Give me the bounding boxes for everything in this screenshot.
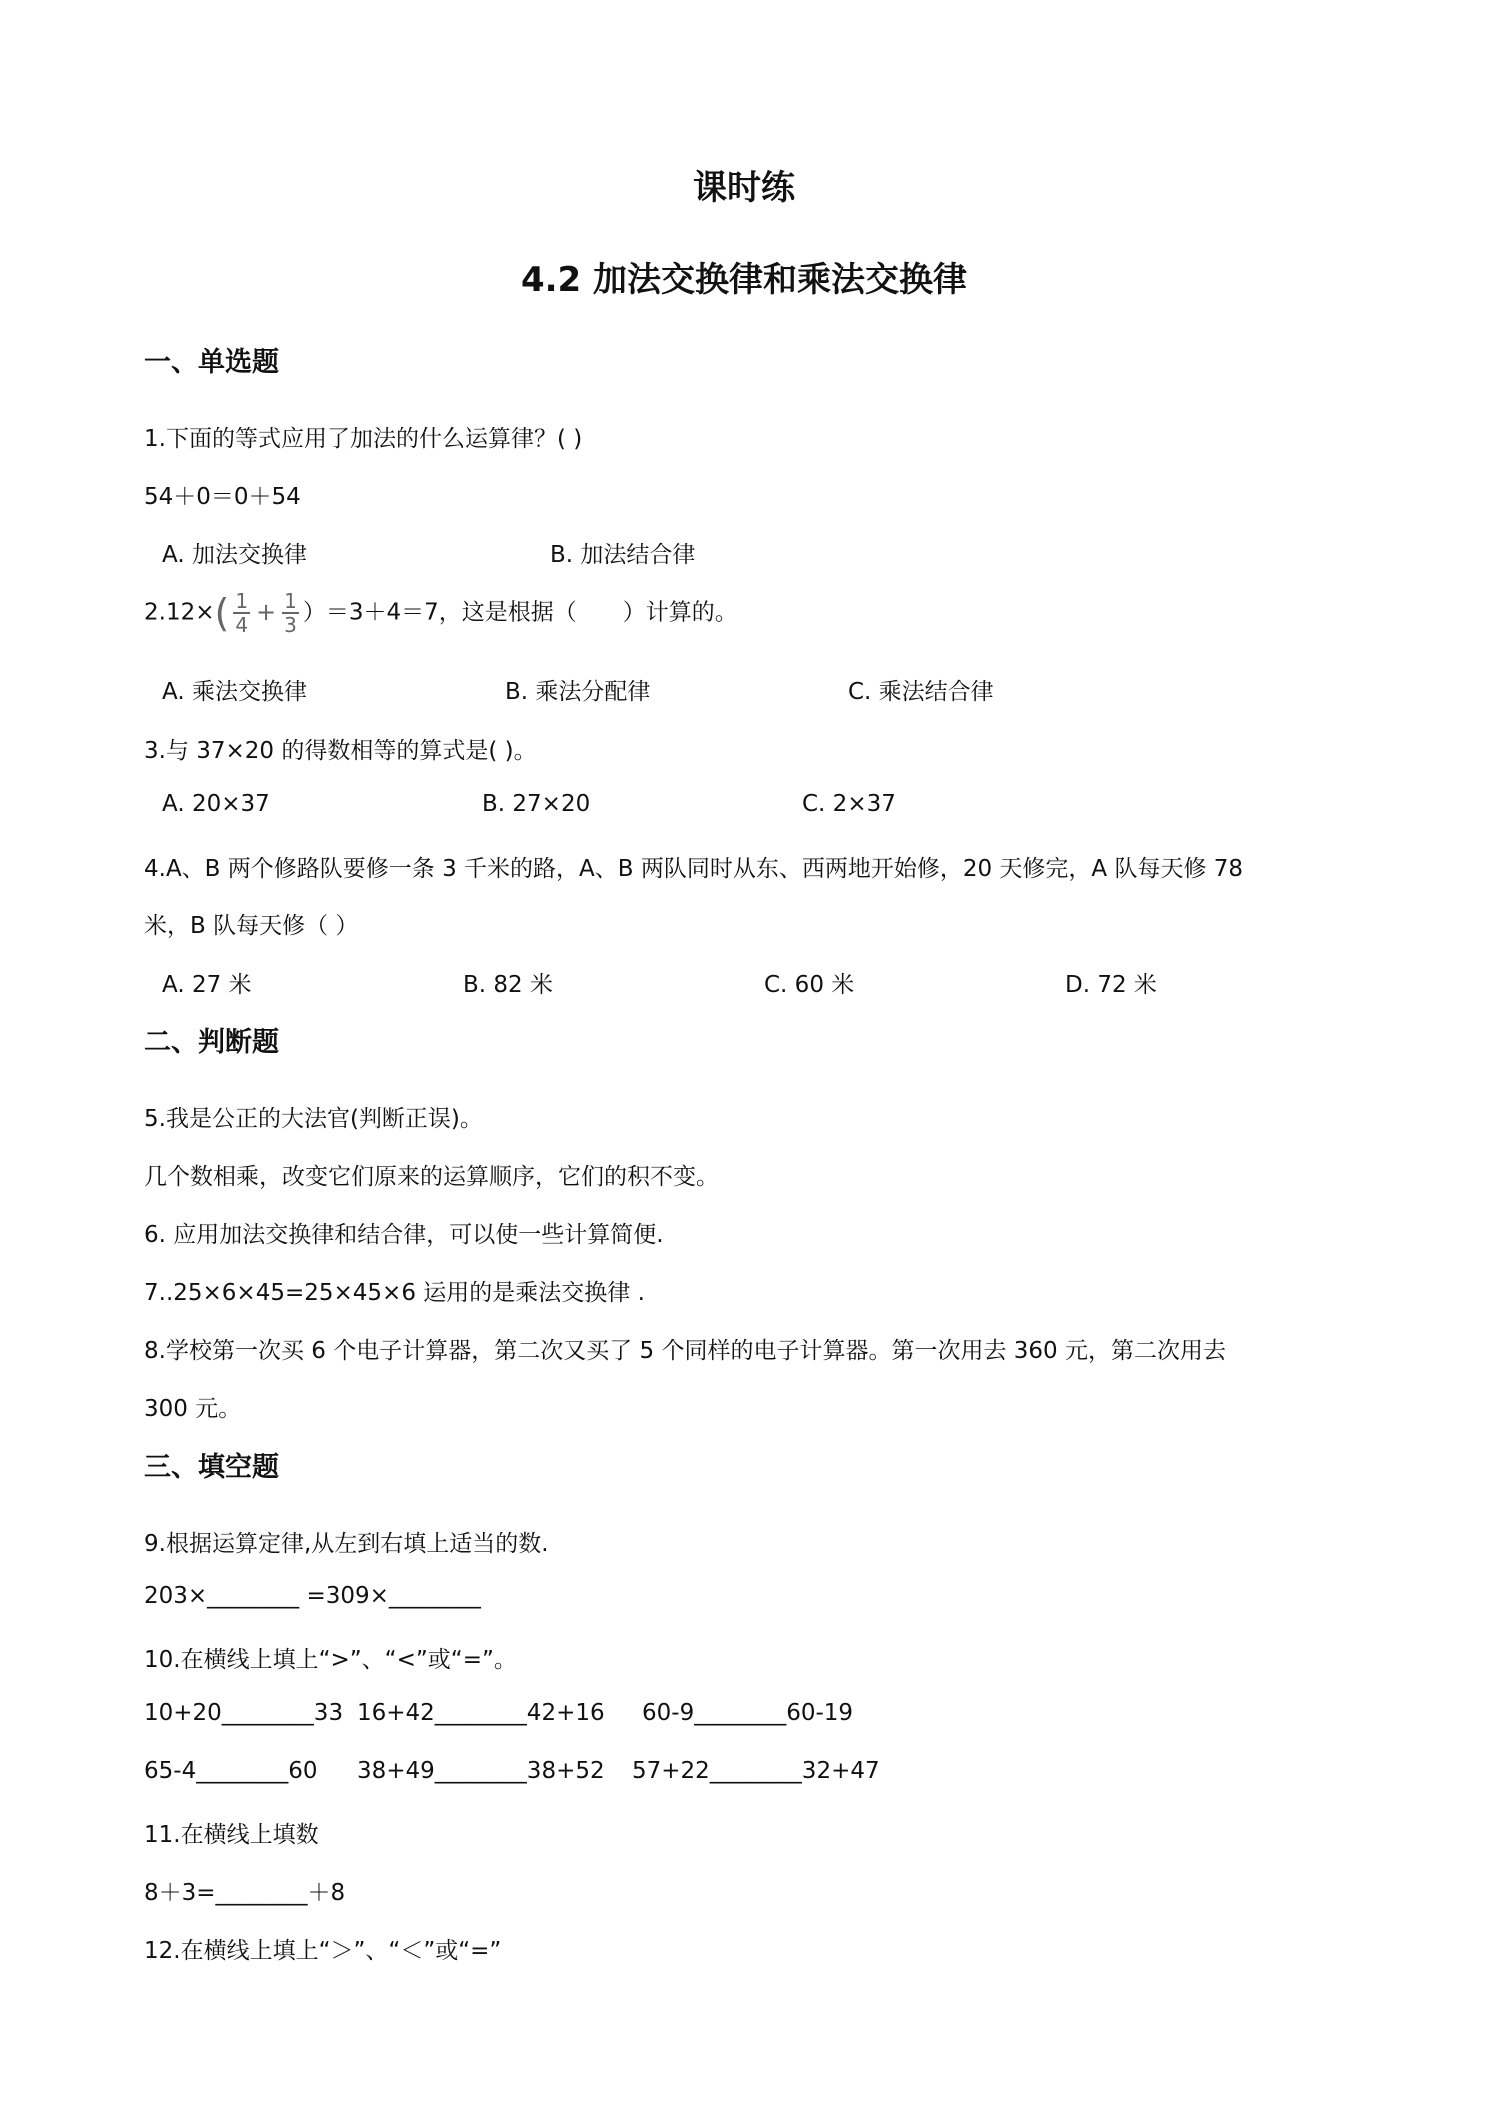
q3-option-a: A. 20×37 xyxy=(162,791,270,817)
question-8-line-1: 8.学校第一次买 6 个电子计算器，第二次又买了 5 个同样的电子计算器。第一次用去 360 元，第二次用去 xyxy=(144,1338,1226,1364)
question-8-line-2: 300 元。 xyxy=(144,1396,242,1422)
frac1-denominator: 4 xyxy=(235,613,249,637)
question-5-statement: 几个数相乘，改变它们原来的运算顺序，它们的积不变。 xyxy=(144,1164,719,1190)
plus-sign: + xyxy=(256,597,277,626)
q1-option-a: A. 加法交换律 xyxy=(162,542,307,568)
q4-option-b: B. 82 米 xyxy=(463,972,553,998)
question-6: 6. 应用加法交换律和结合律，可以使一些计算简便. xyxy=(144,1222,664,1248)
question-10: 10.在横线上填上“>”、“<”或“=”。 xyxy=(144,1647,517,1673)
question-9: 9.根据运算定律,从左到右填上适当的数. xyxy=(144,1531,549,1557)
page-title: 课时练 xyxy=(693,168,795,208)
question-3: 3.与 37×20 的得数相等的算式是( )。 xyxy=(144,738,537,764)
frac2-numerator: 1 xyxy=(284,589,297,613)
q2-option-c: C. 乘法结合律 xyxy=(848,679,994,705)
question-1: 1.下面的等式应用了加法的什么运算律？( ) xyxy=(144,426,583,452)
page-subtitle: 4.2 加法交换律和乘法交换律 xyxy=(520,260,968,300)
q3-option-b: B. 27×20 xyxy=(482,791,591,817)
q2-option-b: B. 乘法分配律 xyxy=(505,679,651,705)
q10-item: 38+49________38+52 xyxy=(357,1758,605,1784)
question-4-line-1: 4.A、B 两个修路队要修一条 3 千米的路，A、B 两队同时从东、西两地开始修，20 天修完，A 队每天修 78 xyxy=(144,856,1244,882)
frac2-denominator: 3 xyxy=(284,613,297,637)
q4-option-d: D. 72 米 xyxy=(1065,972,1157,998)
section-heading-fill-blank: 三、填空题 xyxy=(144,1452,279,1483)
q10-item: 16+42________42+16 xyxy=(357,1700,605,1726)
q10-item: 65-4________60 xyxy=(144,1758,318,1784)
question-11: 11.在横线上填数 xyxy=(144,1822,319,1848)
q2-option-a: A. 乘法交换律 xyxy=(162,679,307,705)
q10-item: 60-9________60-19 xyxy=(642,1700,854,1726)
q4-option-c: C. 60 米 xyxy=(764,972,855,998)
section-heading-true-false: 二、判断题 xyxy=(144,1027,279,1058)
fraction-one-third xyxy=(282,590,299,636)
q3-option-c: C. 2×37 xyxy=(802,791,896,817)
frac1-numerator: 1 xyxy=(235,589,249,613)
q10-item: 57+22________32+47 xyxy=(632,1758,880,1784)
q2-prefix: 2.12× xyxy=(144,599,215,626)
question-9-blank: 203×________ =309×________ xyxy=(144,1583,481,1609)
q2-suffix: ）＝3＋4＝7，这是根据（ ）计算的。 xyxy=(302,599,738,626)
question-5: 5.我是公正的大法官(判断正误)。 xyxy=(144,1106,483,1132)
fraction-one-quarter xyxy=(233,590,250,636)
q1-option-b: B. 加法结合律 xyxy=(550,542,696,568)
question-11-blank: 8＋3=________＋8 xyxy=(144,1880,346,1906)
q4-option-a: A. 27 米 xyxy=(162,972,252,998)
section-heading-single-choice: 一、单选题 xyxy=(144,347,279,378)
q10-item: 10+20________33 xyxy=(144,1700,344,1726)
question-4-line-2: 米，B 队每天修（ ） xyxy=(144,913,359,939)
question-7: 7..25×6×45=25×45×6 运用的是乘法交换律 . xyxy=(144,1280,645,1306)
question-1-equation: 54＋0＝0＋54 xyxy=(144,484,301,510)
question-2 xyxy=(144,590,738,636)
question-12: 12.在横线上填上“＞”、“＜”或“=” xyxy=(144,1938,502,1964)
left-paren: ( xyxy=(214,591,230,635)
